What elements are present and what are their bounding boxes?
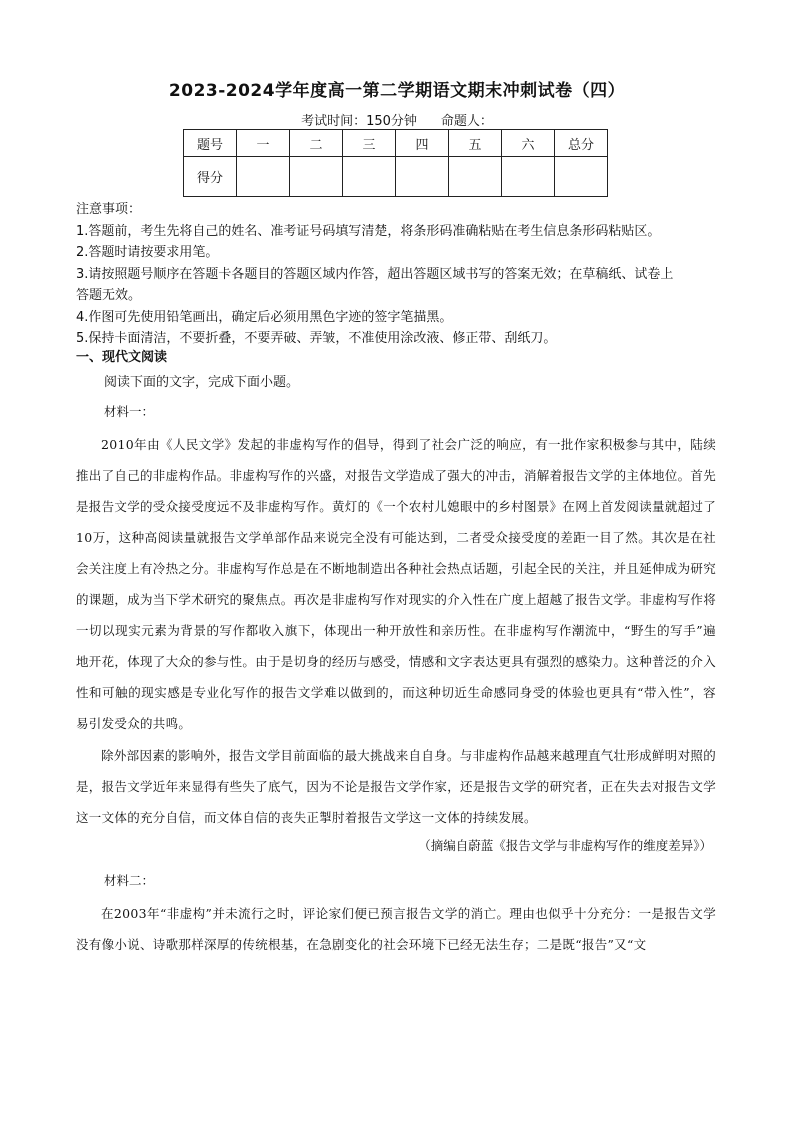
material-1-label: 材料一： <box>104 404 155 419</box>
score-table-score-row <box>184 157 608 197</box>
score-header-cell: 题号 <box>184 130 237 157</box>
material-2-paragraph: 在2003年“非虚构”并未流行之时，评论家们便已预言报告文学的消亡。理由也似乎十分充分：一是报告文学没有像小说、诗歌那样深厚的传统根基，在急剧变化的社会环境下已经无法生存；二是既“报告”又“文 <box>76 906 716 952</box>
exam-setter: 命题人： <box>440 114 493 129</box>
score-header-cell: 四 <box>396 130 449 157</box>
score-cell <box>237 157 290 197</box>
score-cell <box>449 157 502 197</box>
notes-item: 2.答题时请按要求用笔。 <box>76 245 219 260</box>
exam-time: 考试时间：150分钟 <box>301 114 417 129</box>
section-heading: 一、现代文阅读 <box>76 350 168 365</box>
notes-block <box>76 199 716 350</box>
notes-item: 答题无效。 <box>76 288 142 303</box>
material-2-label: 材料二： <box>104 873 155 888</box>
material-1-paragraph-1: 2010年由《人民文学》发起的非虚构写作的倡导，得到了社会广泛的响应，有一批作家积极参与其中，陆续推出了自己的非虚构作品。非虚构写作的兴盛，对报告文学造成了强大的冲击，消解着报告文学的主体地位。首先是报告文学的受众接受度远不及非虚构写作。黄灯的《一个农村儿媳眼中的乡村图景》在网上首发阅读量就超过了10万，这种高阅读量就报告文学单部作品来说完全没有可能达到，二者受众接受度的差距一目了然。其次是在社会关注度上有冷热之分。非虚构写作总是在不断地制造出各种社会热点话题，引起全民的关注，并且延伸成为研究的课题，成为当下学术研究的聚焦点。再次是非虚构写作对现实的介入性在广度上超越了报告文学。非虚构写作将一切以现实元素为背景的写作都收入旗下，体现出一种开放性和亲历性。在非虚构写作潮流中，“野生的写手”遍地开花，体现了大众的参与性。由于是切身的经历与感受，情感和文字表达更具有强烈的感染力。这种普泛的介入性和可触的现实感是专业化写作的报告文学难以做到的，而这种切近生命感同身受的体验也更具有“带入性”，容易引发受众的共鸣。 <box>76 437 717 731</box>
material-1-paragraph-2: 除外部因素的影响外，报告文学目前面临的最大挑战来自自身。与非虚构作品越来越理直气壮形成鲜明对照的是，报告文学近年来显得有些失了底气，因为不论是报告文学作家，还是报告文学的研究者，正在失去对报告文学这一文体的充分自信，而文体自信的丧失正掣肘着报告文学这一文体的持续发展。 <box>76 748 717 825</box>
score-header-cell: 三 <box>343 130 396 157</box>
score-header-cell: 二 <box>290 130 343 157</box>
score-cell <box>502 157 555 197</box>
score-cell <box>343 157 396 197</box>
score-header-cell: 一 <box>237 130 290 157</box>
score-header-cell: 总分 <box>555 130 608 157</box>
exam-info <box>0 110 794 129</box>
notes-item: 5.保持卡面清洁，不要折叠，不要弄破、弄皱，不准使用涂改液、修正带、刮纸刀。 <box>76 331 557 346</box>
notes-heading: 注意事项： <box>76 202 142 217</box>
score-header-cell: 五 <box>449 130 502 157</box>
score-cell <box>290 157 343 197</box>
score-table-header-row <box>184 130 608 157</box>
score-table <box>183 129 608 197</box>
notes-item: 3.请按照题号顺序在答题卡各题目的答题区域内作答，超出答题区域书写的答案无效；在草稿纸、试卷上 <box>76 266 674 282</box>
material-1-source: （摘编自蔚蓝《报告文学与非虚构写作的维度差异》） <box>418 838 712 853</box>
exam-title: 2023-2024学年度高一第二学期语文期末冲刺试卷（四） <box>168 81 626 101</box>
score-header-cell: 六 <box>502 130 555 157</box>
reading-instruction: 阅读下面的文字，完成下面小题。 <box>104 375 300 390</box>
score-row-label: 得分 <box>184 157 237 197</box>
notes-item: 4.作图可先使用铅笔画出，确定后必须用黑色字迹的签字笔描黑。 <box>76 309 453 325</box>
score-cell <box>396 157 449 197</box>
score-cell <box>555 157 608 197</box>
notes-item: 1.答题前，考生先将自己的姓名、准考证号码填写清楚，将条形码准确粘贴在考生信息条形码粘贴区。 <box>76 223 661 239</box>
